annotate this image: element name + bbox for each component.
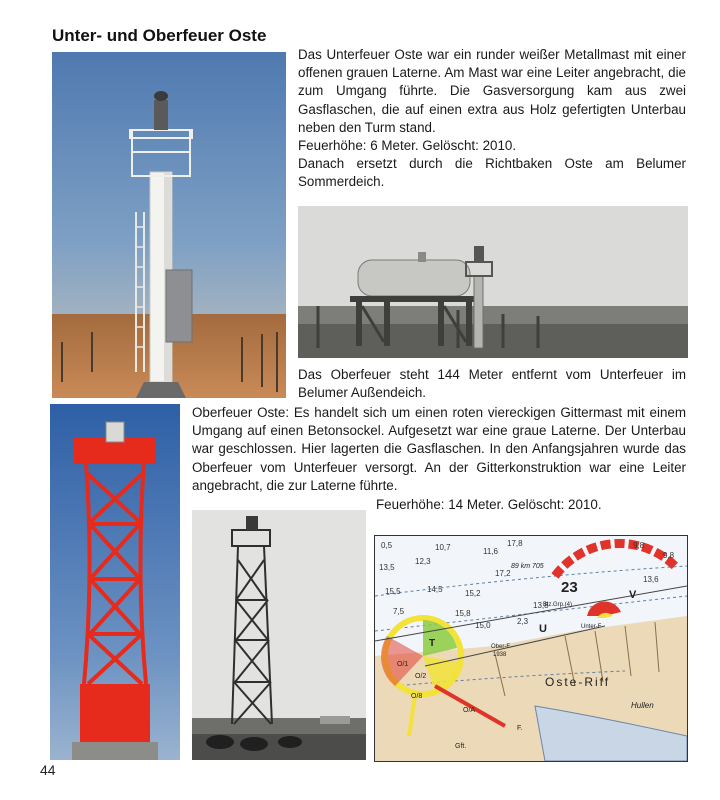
photo-gas-tank-bw [298, 206, 688, 358]
sector-label: O/2 [415, 673, 427, 680]
oberfeuer-description: Oberfeuer Oste: Es handelt sich um einen roten viereckigen Gittermast mit einem Umgang auf einen Betonsockel. Aufgesetzt war eine graue Laterne. Der Unterbau war geschlossen. Hier lagerten die Gasflaschen. In den Anfangsjahren wurde das Oberfeuer vom Unterfeuer versorgt. An der Gitterkonstruktion war eine Leiter angebracht, die zur Laterne führte. [192, 405, 686, 493]
light-letter-u: U [539, 623, 547, 635]
depth-label: 15,8 [455, 609, 471, 618]
depth-label: 9,8 [663, 551, 675, 560]
gft-label: Gft. [455, 743, 467, 750]
page-number: 44 [40, 762, 56, 778]
unterfeuer-illustration [52, 52, 286, 398]
lattice-tower-illustration [192, 510, 366, 760]
buoy-number: 23 [561, 579, 578, 596]
photo-unterfeuer-color [52, 52, 286, 398]
depth-label: 15,2 [465, 589, 481, 598]
sector-label: O/A [463, 707, 476, 714]
unterfeuer-description: Das Unterfeuer Oste war ein runder weißer Metallmast mit einer offenen grauen Laterne. Am Mast war eine Leiter angebracht, die zum Umgang führte. Die Gasversorgung kam aus zwei Gasflaschen, die auf einen extra aus Holz gefertigten Unterbau neben den Turm stand. [298, 47, 686, 135]
km-label: 89 km 705 [511, 563, 544, 570]
depth-label: 9,8 [633, 541, 645, 550]
light-letter-t: T [429, 638, 436, 649]
depth-label: 2,3 [517, 617, 529, 626]
page-title: Unter- und Oberfeuer Oste [52, 26, 267, 45]
sector-label: O/1 [397, 661, 409, 668]
f-label: F. [517, 725, 523, 732]
ober-year: 1938 [493, 652, 507, 658]
depth-label: 7,5 [393, 607, 405, 616]
distance-caption: Das Oberfeuer steht 144 Meter entfernt vom Unterfeuer im Belumer Außendeich. [298, 367, 686, 401]
photo-oberfeuer-color [50, 404, 180, 760]
light-characteristic: Blz.Grp.(4) [543, 602, 573, 608]
depth-label: 14,5 [427, 585, 443, 594]
hullen-label: Hullen [631, 701, 654, 710]
oberfeuer-illustration [50, 404, 180, 760]
depth-label: 13,5 [379, 563, 395, 572]
chart-map [375, 536, 687, 761]
sector-label: O/8 [411, 693, 423, 700]
depth-label: 17,8 [507, 539, 523, 548]
unterfeuer-replacement: Danach ersetzt durch die Richtbaken Oste am Belumer Sommerdeich. [298, 156, 686, 190]
unterfeuer-height: Feuerhöhe: 6 Meter. Gelöscht: 2010. [298, 138, 517, 154]
place-label: Oste-Riff [545, 675, 611, 689]
depth-label: 15,5 [385, 587, 401, 596]
unter-label: Unter-F [581, 624, 602, 630]
depth-label: 0,5 [381, 541, 393, 550]
depth-label: 13,6 [643, 575, 659, 584]
depth-label: 17,2 [495, 569, 511, 578]
depth-label: 13,8 [533, 601, 549, 610]
light-letter-v: V [629, 589, 637, 601]
depth-label: 11,6 [483, 547, 498, 556]
nautical-chart [374, 535, 688, 762]
depth-label: 12,3 [415, 557, 431, 566]
photo-oberfeuer-bw [192, 510, 366, 760]
gas-tank-illustration [298, 206, 688, 358]
depth-label: 15,0 [475, 621, 491, 630]
depth-label: 10,7 [435, 543, 451, 552]
oberfeuer-height: Feuerhöhe: 14 Meter. Gelöscht: 2010. [376, 497, 602, 512]
ober-label: Ober-F [491, 644, 511, 650]
